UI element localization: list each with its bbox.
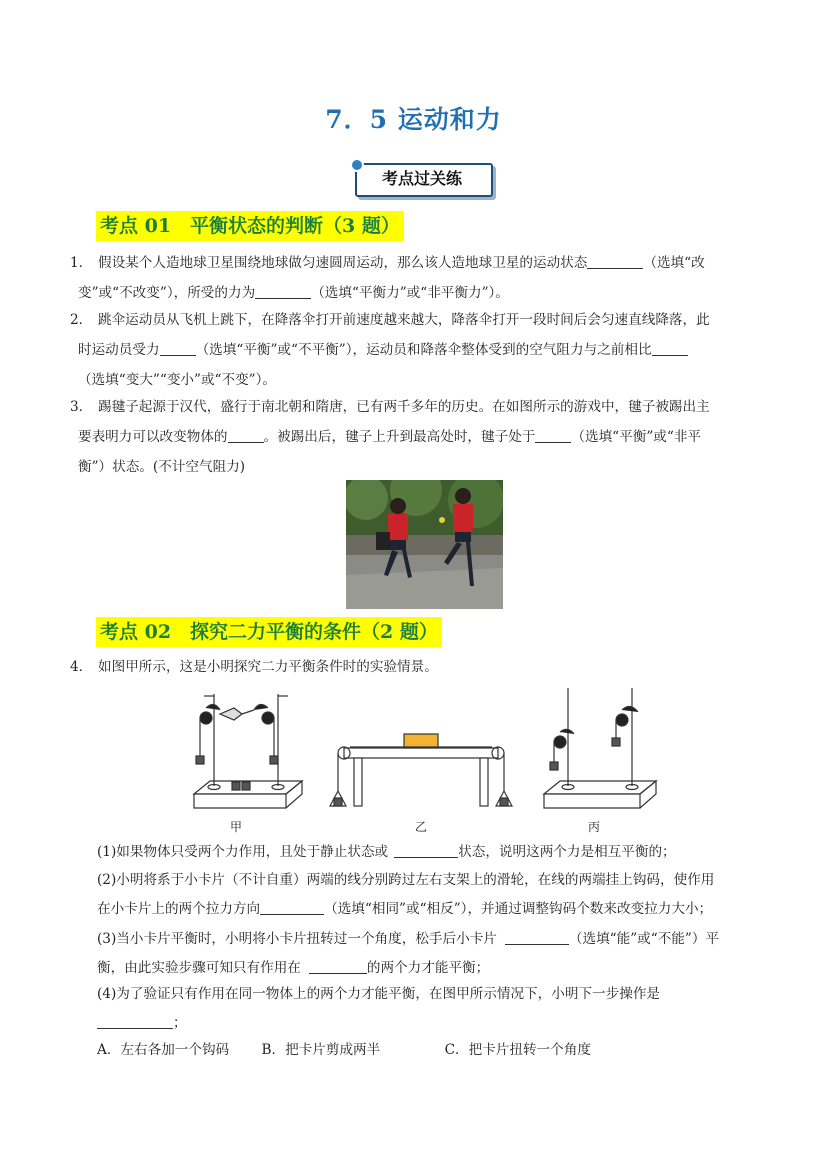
q4-options: [97, 1036, 757, 1065]
q4-text: （选填“相同”或“相反”），并通过调整钩码个数来改变拉力大小；: [324, 901, 713, 917]
q3-text: 要表明力可以改变物体的: [78, 429, 228, 445]
q4-text: ；: [173, 1015, 187, 1031]
question-number: 4．: [70, 659, 93, 675]
question-number: 3．: [70, 399, 93, 415]
q3-text: （选填“平衡”或“非平: [571, 429, 702, 445]
question-1: [70, 248, 758, 308]
section-badge: [355, 160, 493, 196]
answer-blank[interactable]: [587, 254, 643, 269]
page-title: 7．5 运动和力: [325, 105, 502, 134]
q4-part-3: [97, 925, 757, 983]
q4-part-4: [97, 980, 757, 1038]
q4-text: (2)小明将系于小卡片（不计自重）两端的线分别跨过左右支架上的滑轮，在线的两端挂上钩码，使作用: [97, 872, 715, 888]
q4-text: (1)如果物体只受两个力作用，且处于静止状态或: [97, 844, 389, 860]
diagram-label-yi: 乙: [415, 820, 428, 834]
option-a[interactable]: A．左右各加一个钩码: [97, 1042, 230, 1058]
experiment-diagram: [186, 686, 666, 836]
shuttlecock-photo: [346, 480, 503, 609]
section-heading-01: 考点 01 平衡状态的判断（3 题）: [96, 211, 404, 241]
q4-text: 衡，由此实验步骤可知只有作用在: [97, 960, 301, 976]
answer-blank[interactable]: [255, 284, 311, 299]
q4-text: 状态，说明这两个力是相互平衡的；: [458, 844, 676, 860]
question-3: [70, 392, 758, 482]
badge-label: 考点过关练: [381, 169, 462, 188]
q4-text: 的两个力才能平衡；: [366, 960, 490, 976]
q4-stem: 如图甲所示，这是小明探究二力平衡条件时的实验情景。: [98, 659, 438, 675]
q3-text: 踢毽子起源于汉代，盛行于南北朝和隋唐，已有两千多年的历史。在如图所示的游戏中，毽子被踢出主: [98, 399, 710, 415]
answer-blank[interactable]: [505, 930, 569, 945]
q4-part-2: [97, 866, 757, 924]
answer-blank[interactable]: [309, 959, 367, 974]
diagram-label-jia: 甲: [230, 820, 243, 834]
question-4: [70, 652, 758, 682]
section-heading-02: 考点 02 探究二力平衡的条件（2 题）: [96, 617, 442, 647]
q1-text: （选填“改: [643, 255, 705, 271]
question-2: [70, 305, 758, 395]
q4-text: (3)当小卡片平衡时，小明将小卡片扭转过一个角度，松手后小卡片: [97, 931, 497, 947]
answer-blank[interactable]: [160, 341, 196, 356]
q2-text: （选填“变大”“变小”或“不变”）。: [78, 372, 277, 388]
q3-text: 。被踢出后，毽子上升到最高处时，毽子处于: [263, 429, 536, 445]
diagram-bing: [544, 688, 656, 808]
q2-text: 时运动员受力: [78, 342, 160, 358]
answer-blank[interactable]: [535, 428, 571, 443]
question-number: 2．: [70, 312, 93, 328]
answer-blank[interactable]: [228, 428, 264, 443]
q4-text: (4)为了验证只有作用在同一物体上的两个力才能平衡，在图甲所示情况下，小明下一步操作是: [97, 986, 661, 1002]
answer-blank[interactable]: [260, 900, 324, 915]
q1-text: 变”或“不改变”），所受的力为: [78, 285, 256, 301]
q1-text: （选填“平衡力”或“非平衡力”）。: [311, 285, 509, 301]
q4-text: （选填“能”或“不能”）平: [568, 931, 720, 947]
diagram-label-bing: 丙: [588, 820, 601, 834]
q4-part-1: [97, 838, 757, 867]
option-c[interactable]: C．把卡片扭转一个角度: [444, 1042, 591, 1058]
q1-text: 假设某个人造地球卫星围绕地球做匀速圆周运动，那么该人造地球卫星的运动状态: [98, 255, 588, 271]
option-b[interactable]: B．把卡片剪成两半: [261, 1042, 381, 1058]
q2-text: （选填“平衡”或“不平衡”），运动员和降落伞整体受到的空气阻力与之前相比: [195, 342, 652, 358]
q4-text: 在小卡片上的两个拉力方向: [97, 901, 261, 917]
diagram-yi: [330, 734, 512, 806]
answer-blank[interactable]: [652, 341, 688, 356]
q3-text: 衡”）状态。(不计空气阻力): [78, 459, 246, 475]
answer-blank[interactable]: [97, 1014, 173, 1029]
question-number: 1．: [70, 255, 93, 271]
answer-blank[interactable]: [394, 843, 458, 858]
diagram-jia: [194, 694, 302, 808]
q2-text: 跳伞运动员从飞机上跳下，在降落伞打开前速度越来越大，降落伞打开一段时间后会匀速直线降落，此: [98, 312, 710, 328]
